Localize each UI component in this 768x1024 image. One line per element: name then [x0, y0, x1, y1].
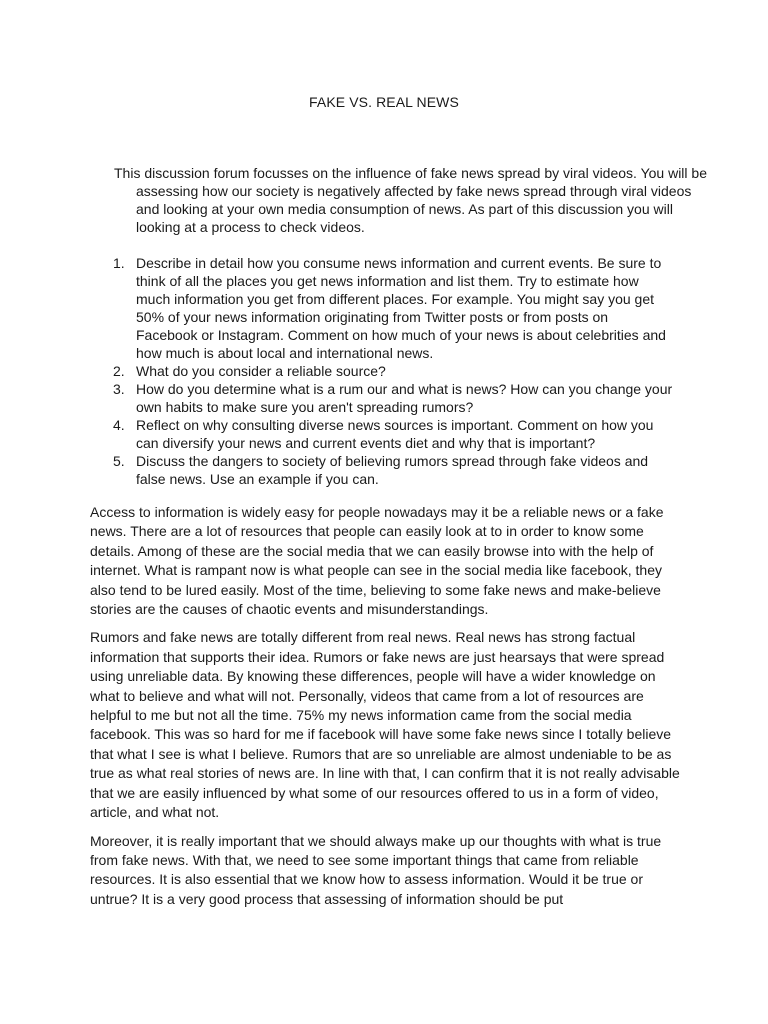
list-number: 2.	[113, 363, 125, 379]
list-item	[113, 380, 673, 416]
body-paragraph: Moreover, it is really important that we should always make up our thoughts with what is true from fake news. With that, we need to see some important things that came from reliable resources. It is also essential that we know how to assess information. Would it be true or untrue? It is a very good process that assessing of information should be put	[90, 832, 662, 907]
list-item-text: What do you consider a reliable source?	[136, 363, 386, 379]
essay-body	[90, 503, 686, 918]
list-item	[113, 362, 673, 380]
list-item	[113, 254, 673, 362]
list-item-text: Reflect on why consulting diverse news sources is important. Comment on how you can diversify your news and current events diet and why that is important?	[136, 417, 654, 451]
list-number: 3.	[113, 381, 125, 397]
list-number: 1.	[113, 255, 125, 271]
question-list	[113, 254, 673, 488]
list-item	[113, 452, 673, 488]
list-number: 4.	[113, 417, 125, 433]
body-paragraph: Rumors and fake news are totally different from real news. Real news has strong factual information that supports their idea. Rumors or fake news are just hearsays that were spread using unreliable data. By knowing these differences, people will have a wider knowledge on what to believe and what will not. Personally, videos that came from a lot of resources are helpful to me but not all the time. 75% my news information came from the social media facebook. This was so hard for me if facebook will have some fake news since I totally believe that what I see is what I believe. Rumors that are so unreliable are almost undeniable to be as true as what real stories of news are. In line with that, I can confirm that it is not really advisable that we are easily influenced by what some of our resources offered to us in a form of video, article, and what not.	[90, 629, 680, 821]
intro-paragraph: This discussion forum focusses on the influence of fake news spread by viral videos. You will be assessing how our society is negatively affected by fake news spread through viral videos and looking at your own media consumption of news. As part of this discussion you will looking at a process to check videos.	[114, 165, 707, 235]
list-item-text: Describe in detail how you consume news information and current events. Be sure to think of all the places you get news information and list them. Try to estimate how much information you get from different places. For example. You might say you get 50% of your news information originating from Twitter posts or from posts on Facebook or Instagram. Comment on how much of your news is about celebrities and how much is about local and international news.	[136, 255, 666, 361]
list-item-text: How do you determine what is a rum our and what is news? How can you change your own habits to make sure you aren't spreading rumors?	[136, 381, 673, 415]
list-number: 5.	[113, 453, 125, 469]
list-item-text: Discuss the dangers to society of believing rumors spread through fake videos and false news. Use an example if you can.	[136, 453, 649, 487]
document-title: FAKE VS. REAL NEWS	[309, 94, 459, 110]
list-item	[113, 416, 673, 452]
body-paragraph: Access to information is widely easy for people nowadays may it be a reliable news or a fake news. There are a lot of resources that people can easily look at to in order to know some details. Among of these are the social media that we can easily browse into with the help of internet. What is rampant now is what people can see in the social media like facebook, they also tend to be lured easily. Most of the time, believing to some fake news and make-believe stories are the causes of chaotic events and misunderstandings.	[90, 504, 664, 618]
